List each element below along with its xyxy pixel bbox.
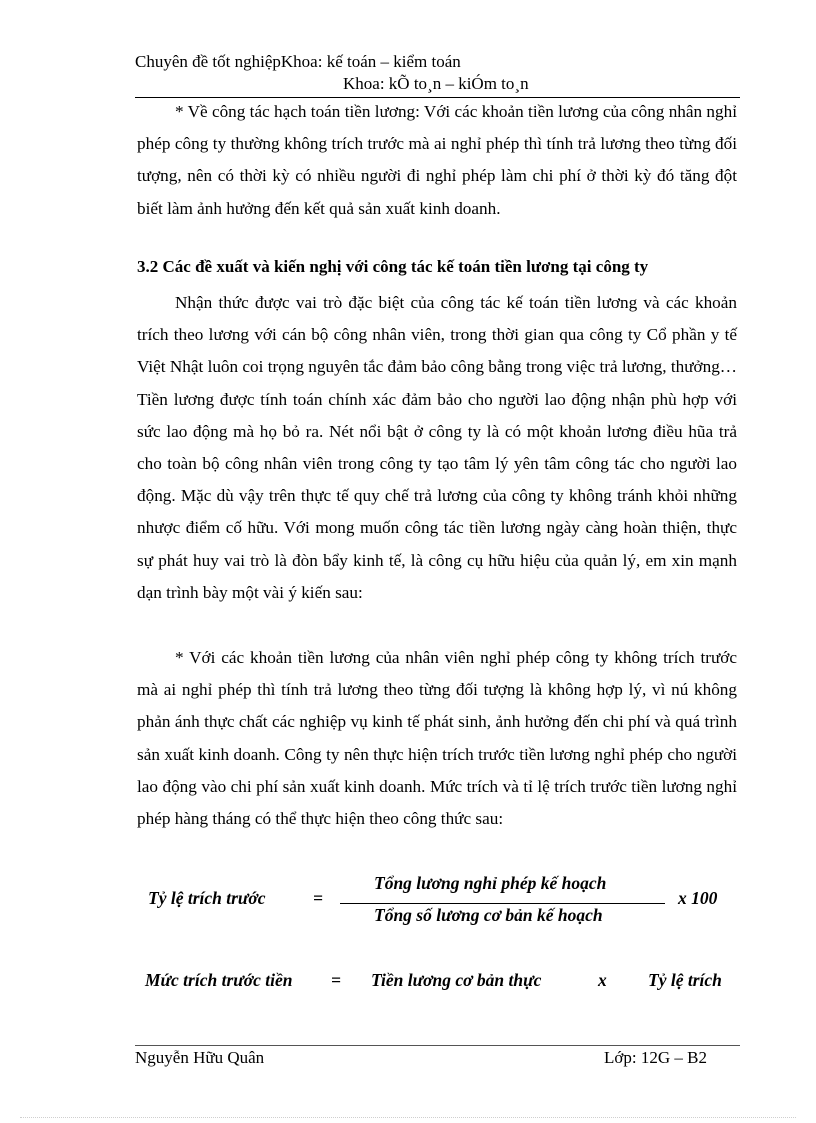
- footer-divider: [135, 1045, 740, 1046]
- formula2-term1: Tiền lương cơ bản thực: [371, 970, 542, 990]
- footer-author: Nguyễn Hữu Quân: [135, 1048, 265, 1067]
- section-heading: 3.2 Các đề xuất và kiến nghị với công tác kế toán tiền lương tại công ty: [137, 257, 649, 276]
- formula1-multiplier: x 100: [678, 888, 718, 908]
- page-edge: [20, 1117, 796, 1118]
- formula1-label: Tỷ lệ trích trước: [148, 888, 266, 908]
- paragraph-salary-accounting: * Về công tác hạch toán tiền lương: Với các khoản tiền lương của công nhân nghỉ phép công ty thường không trích trước mà ai nghỉ phép thì tính trả lương theo từng đối tượng, nên có thời kỳ có nhiều người đi nghỉ phép làm chi phí ở thời kỳ đó tăng đột biết làm ảnh hưởng đến kết quả sản xuất kinh doanh.: [137, 102, 737, 218]
- formula2-label: Mức trích trước tiền: [145, 970, 293, 990]
- paragraph-leave-salary: * Với các khoản tiền lương của nhân viên nghỉ phép công ty không trích trước mà ai nghỉ phép thì tính trả lương theo từng đối tượng là không hợp lý, vì nú không phản ánh thực chất các nghiệp vụ kinh tế phát sinh, ảnh hưởng đến chi phí và quá trình sản xuất kinh doanh. Công ty nên thực hiện trích trước tiền lương nghỉ phép cho người lao động vào chi phí sản xuất kinh doanh. Mức trích và tỉ lệ trích trước tiền lương nghỉ phép hàng tháng có thể thực hiện theo công thức sau:: [137, 648, 737, 829]
- footer-class: Lớp: 12G – B2: [604, 1048, 707, 1067]
- header-title-line1: Chuyên đề tốt nghiệpKhoa: kế toán – kiểm toán: [135, 52, 461, 71]
- paragraph-recognition: Nhận thức được vai trò đặc biệt của công tác kế toán tiền lương và các khoản trích theo lương với cán bộ công nhân viên, trong thời gian qua công ty Cổ phần y tế Việt Nhật luôn coi trọng nguyên tắc đảm bảo công bằng trong việc trả lương, thưởng… Tiền lương được tính toán chính xác đảm bảo cho người lao động nhận phù hợp với sức lao động mà họ bỏ ra. Nét nổi bật ở công ty là có một khoản lương điều hũa trả cho toàn bộ công nhân viên trong công ty tạo tâm lý yên tâm công tác cho người lao động. Mặc dù vậy trên thực tế quy chế trả lương của công ty không tránh khỏi những nhược điểm cố hữu. Với mong muốn công tác tiền lương ngày càng hoàn thiện, thực sự phát huy vai trò là đòn bẩy kinh tế, là công cụ hữu hiệu của quản lý, em xin mạnh dạn trình bày một vài ý kiến sau:: [137, 293, 737, 602]
- formula1-numerator: Tổng lương nghỉ phép kế hoạch: [374, 873, 607, 893]
- fraction-bar: [340, 903, 665, 904]
- formula2-times: x: [598, 970, 607, 990]
- formula1-equals: =: [313, 888, 323, 908]
- formula2-equals: =: [331, 970, 341, 990]
- header-title-line2: Khoa: kÕ to¸n – kiÓm to¸n: [343, 74, 529, 93]
- formula2-term2: Tỷ lệ trích: [648, 970, 722, 990]
- formula1-denominator: Tổng số lương cơ bản kế hoạch: [374, 905, 603, 925]
